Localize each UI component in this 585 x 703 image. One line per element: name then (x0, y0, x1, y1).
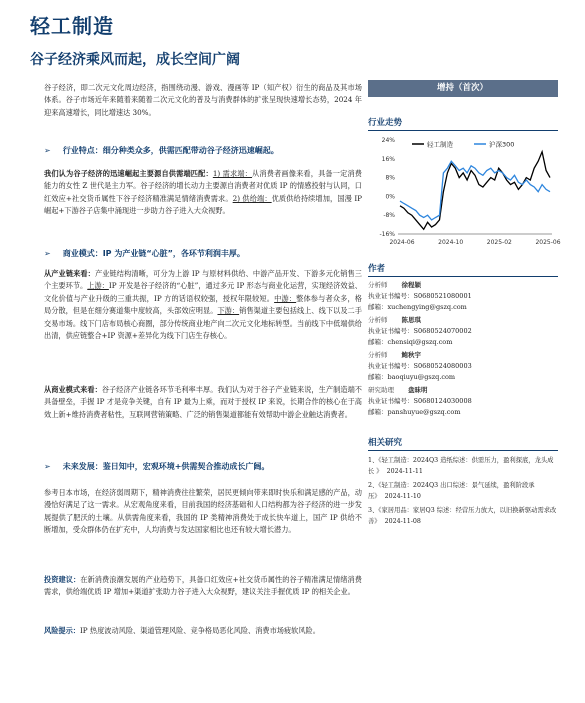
section-business-body: 从产业链来看：产业链结构清晰，可分为上游 IP 与原材料供给、中游产品开发、下游多元化销售三个主要环节。上游：IP 开发是谷子经济的“心脏”，通过多元 IP 形态与商业化运营，实现经济效益、文化价值与产业升级的三重共振，IP 方的话语权较强，授权年限较短。中游：整体参与者众多，格局分散，但是在细分赛道集中度较高，头部效应明显。下游：销售渠道主要包括线上、线下以及二手交易市场。线下门店布局核心商圈，部分传统商业地产向二次元文化地标转型。当前线下中低端供给出清，供应链整合+IP 资源+差异化为线下门店生存核心。 (44, 269, 362, 341)
analyst-email[interactable]: 邮箱：panshuyue@gszq.com (368, 408, 461, 416)
analyst-entry: 分析师 徐程颖 执业证书编号：S0680521080001 邮箱：xuchengying@gszq.com (368, 280, 558, 313)
legend-label: 沪深300 (489, 140, 515, 149)
legend-label: 轻工制造 (427, 140, 453, 149)
y-tick-label: 16% (381, 155, 395, 163)
x-tick-label: 2025-06 (535, 239, 561, 246)
section-business-heading: ➢ 商业模式：IP 为产业链“心脏”，各环节利润丰厚。 (44, 249, 245, 258)
related-item[interactable]: 2、《轻工制造：2024Q3 出口综述：景气延续，盈利阶段承压》 2024-11-10 (368, 482, 535, 500)
analyst-entry: 分析师 陈思琪 执业证书编号：S0680524070002 邮箱：chensiqi@gszq.com (368, 315, 558, 348)
authors-rule (368, 276, 558, 277)
related-item[interactable]: 1、《轻工制造：2024Q3 造纸综述：供需压力，盈利探底，龙头成长 》 2024-11-11 (368, 457, 554, 475)
series-line (400, 161, 550, 220)
analyst-email[interactable]: 邮箱：xuchengying@gszq.com (368, 303, 467, 311)
section-industry-body: 我们认为谷子经济的迅速崛起主要源自供需端匹配：1) 需求端：从消费者画像来看，具备一定消费能力的女性 Z 世代是主力军。谷子经济的增长动力主要源自消费者对优质 IP 的情感投射与认同，口红效应+社交货币属性下谷子经济精准满足情绪消费需求。2) 供给端：优质供给持续增加，国漫 IP 崛起+下游谷子店集中涌现进一步助力谷子进入大众视野。 (44, 169, 362, 216)
section-future-heading: ➢ 未来发展：鉴日知中，宏观环境+供需契合推动成长广阔。 (44, 462, 270, 471)
x-tick-label: 2024-06 (389, 239, 415, 246)
analyst-email[interactable]: 邮箱：baoqiuyu@gszq.com (368, 373, 456, 381)
page-title: 轻工制造 (30, 14, 114, 38)
related-list (368, 456, 558, 531)
rating-badge: 增持（首次） (368, 80, 558, 97)
y-tick-label: 0% (385, 193, 395, 201)
y-tick-label: -16% (379, 231, 395, 238)
related-title: 相关研究 (368, 438, 403, 448)
y-tick-label: 24% (381, 137, 395, 144)
triangle-icon: ➢ (44, 462, 51, 471)
section-industry-heading: ➢ 行业特点：细分种类众多，供需匹配带动谷子经济迅速崛起。 (44, 146, 279, 155)
y-tick-label: -8% (383, 212, 395, 220)
investment-advice: 投资建议：在新消费浪潮发展的产业趋势下，具备口红效应+社交货币属性的谷子精准满足情绪消费需求，供给端优质 IP 增加+渠道扩张助力谷子进入大众视野，建议关注手握优质 IP 的相关企业。 (44, 575, 362, 597)
related-rule (368, 450, 558, 451)
trend-title: 行业走势 (368, 118, 403, 128)
risk-warning: 风险提示：IP 热度波动风险、渠道管理风险、竞争格局恶化风险、消费市场疲软风险。 (44, 626, 320, 635)
series-line (400, 152, 550, 230)
trend-rule (368, 130, 558, 131)
y-tick-label: 8% (385, 174, 395, 182)
analyst-entry: 分析师 鲍秋宇 执业证书编号：S0680524080003 邮箱：baoqiuyu@gszq.com (368, 350, 558, 383)
section-business-model: 从商业模式来看：谷子经济产业链各环节毛利率丰厚。我们认为对于谷子产业链来说，生产制造端不具备壁垒，手握 IP 才是竞争关键，自有 IP 最为上乘，而对于授权 IP 来说，长期合作的核心在于高效上新+维持消费者粘性，互联网营销策略、广泛的销售渠道都能有效帮助中游企业触达消费者。 (44, 385, 362, 419)
section-future-body: 参考日本市场，在经济弱周期下，精神消费往往繁荣，居民更倾向带来即时快乐和满足感的产品，动漫恰好满足了这一需求。从宏观角度来看，目前我国的经济基础和人口结构都为谷子经济的进一步发展提供了肥沃的土壤。从供需角度来看，我国的 IP 类精神消费处于成长快车道上，国产 IP 供给不断增加，受众群体仍在扩充中，人均消费与发达国家相比也还有较大增长潜力。 (44, 488, 362, 535)
x-tick-label: 2024-10 (438, 239, 464, 246)
triangle-icon: ➢ (44, 146, 51, 155)
intro-paragraph: 谷子经济，即二次元文化周边经济，指围绕动漫、游戏、漫画等 IP（知产权）衍生的商品及其市场体系。谷子市场近年来随着来随着二次元文化的普及与消费群体的扩张呈现快速增长态势，2024 年迎来高速增长，同比增速达 30%。 (44, 83, 362, 117)
industry-trend-chart (368, 134, 561, 256)
related-item[interactable]: 3、《家居用品：家居Q3 综述：经营压力放大，以旧换新驱动需求改善》 2024-11-08 (368, 507, 557, 525)
triangle-icon: ➢ (44, 249, 51, 258)
analyst-list (368, 280, 558, 418)
analyst-email[interactable]: 邮箱：chensiqi@gszq.com (368, 338, 453, 346)
analyst-entry: 研究助理 盘昧明 执业证书编号：S0680124030008 邮箱：panshuyue@gszq.com (368, 385, 558, 418)
authors-title: 作者 (368, 264, 386, 274)
x-tick-label: 2025-02 (486, 239, 512, 246)
report-subtitle: 谷子经济乘风而起，成长空间广阔 (30, 52, 240, 68)
